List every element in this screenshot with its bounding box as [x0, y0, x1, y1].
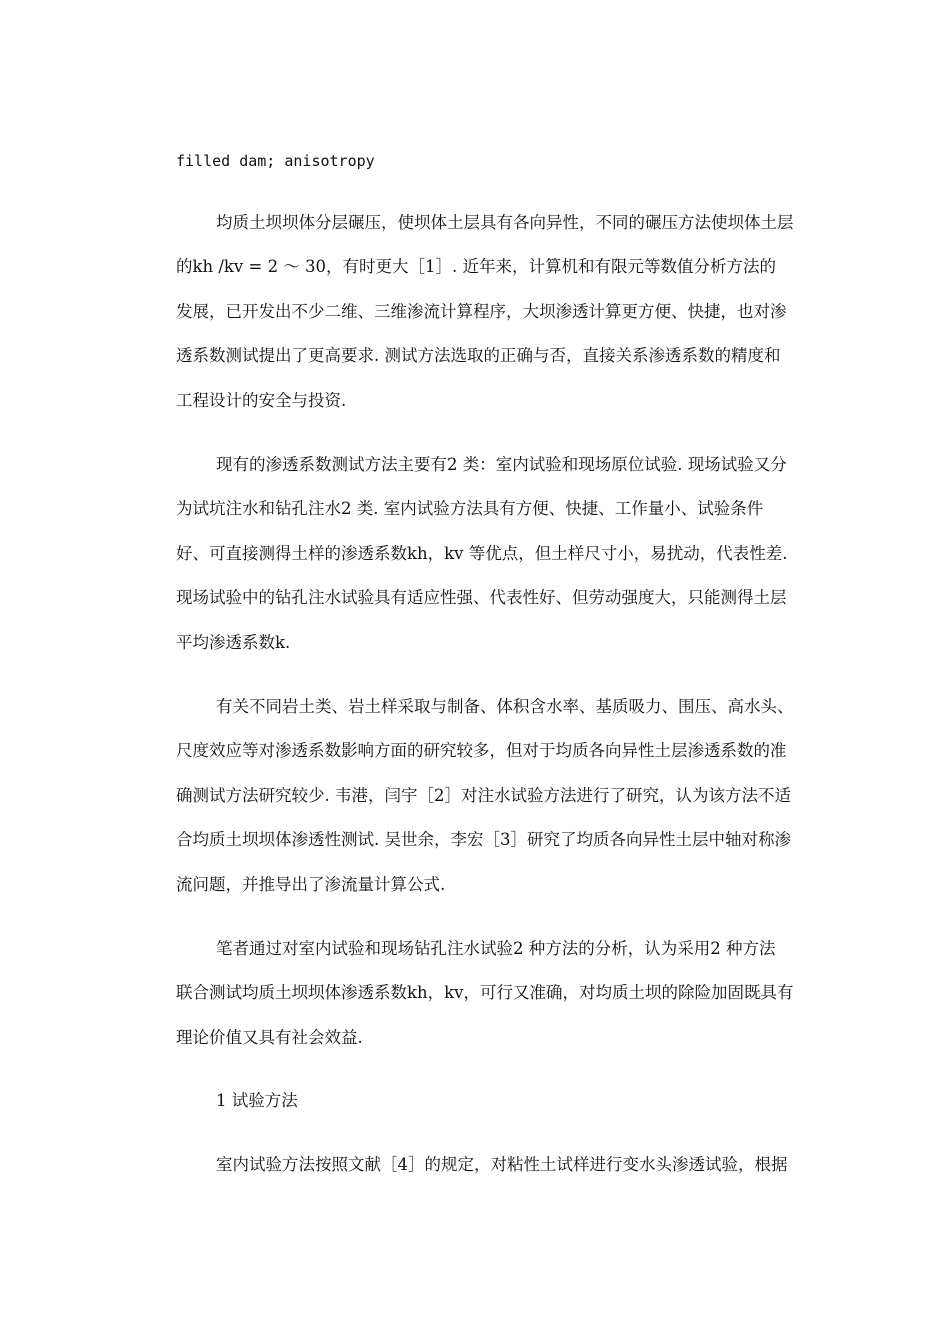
paragraph-4-line-2: 联合测试均质土坝坝体渗透系数kh，kv，可行又准确，对均质土坝的除险加固既具有: [176, 983, 794, 1002]
paragraph-3-line-5: 流问题，并推导出了渗流量计算公式.: [176, 875, 446, 894]
paragraph-2-line-3: 好、可直接测得土样的渗透系数kh，kv 等优点，但土样尺寸小，易扰动，代表性差.: [176, 544, 788, 563]
keywords-tail: filled dam; anisotropy: [176, 152, 375, 170]
paragraph-3-line-4: 合均质土坝坝体渗透性测试. 吴世余，李宏［3］研究了均质各向异性土层中轴对称渗: [176, 830, 791, 849]
paragraph-2-line-5: 平均渗透系数k.: [176, 633, 291, 652]
paragraph-4-line-3: 理论价值又具有社会效益.: [176, 1028, 363, 1047]
paragraph-1-line-4: 透系数测试提出了更高要求. 测试方法选取的正确与否，直接关系渗透系数的精度和: [176, 346, 781, 365]
section-heading: 1 试验方法: [216, 1091, 298, 1110]
paragraph-3-line-2: 尺度效应等对渗透系数影响方面的研究较多，但对于均质各向异性土层渗透系数的准: [176, 741, 787, 760]
paragraph-2-line-1: 现有的渗透系数测试方法主要有2 类：室内试验和现场原位试验. 现场试验又分: [216, 455, 787, 474]
paragraph-1-line-3: 发展，已开发出不少二维、三维渗流计算程序，大坝渗透计算更方便、快捷，也对渗: [176, 302, 787, 321]
paragraph-1-line-5: 工程设计的安全与投资.: [176, 391, 347, 410]
paragraph-4-line-1: 笔者通过对室内试验和现场钻孔注水试验2 种方法的分析，认为采用2 种方法: [216, 939, 776, 958]
paragraph-3-line-1: 有关不同岩土类、岩土样采取与制备、体积含水率、基质吸力、围压、高水头、: [216, 697, 794, 716]
paragraph-2-line-2: 为试坑注水和钻孔注水2 类. 室内试验方法具有方便、快捷、工作量小、试验条件: [176, 499, 764, 518]
paragraph-5-line-1: 室内试验方法按照文献［4］的规定，对粘性土试样进行变水头渗透试验，根据: [216, 1155, 788, 1174]
paragraph-2-line-4: 现场试验中的钻孔注水试验具有适应性强、代表性好、但劳动强度大，只能测得土层: [176, 588, 787, 607]
paragraph-3-line-3: 确测试方法研究较少. 韦港，闫宇［2］对注水试验方法进行了研究，认为该方法不适: [176, 786, 791, 805]
paragraph-1-line-1: 均质土坝坝体分层碾压，使坝体土层具有各向异性，不同的碾压方法使坝体土层: [216, 213, 794, 232]
paragraph-1-line-2: 的kh /kv = 2 ～ 30，有时更大［1］. 近年来，计算机和有限元等数值分析方法的: [176, 257, 777, 276]
